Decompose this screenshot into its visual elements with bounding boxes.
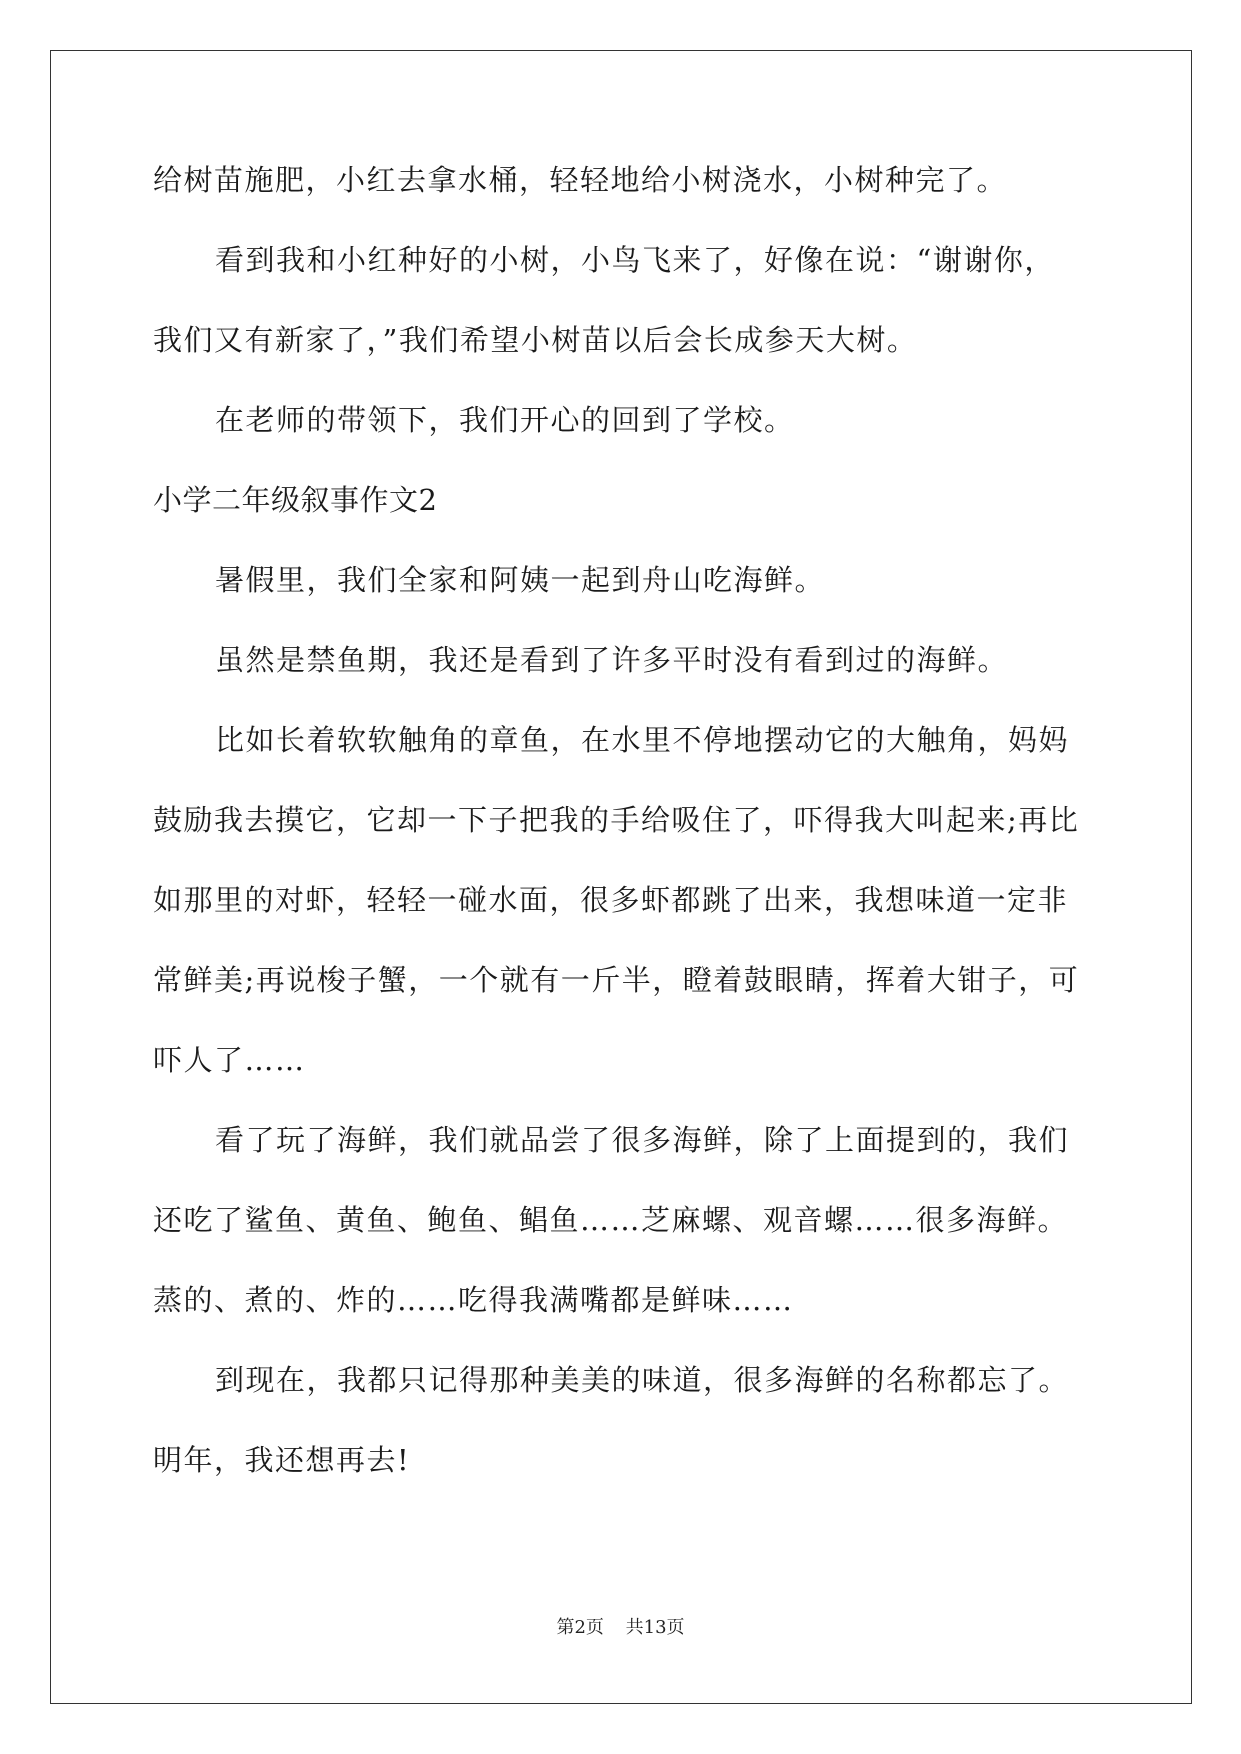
- page-number-total: 共13页: [625, 1617, 685, 1638]
- text-line: 吓人了……: [153, 1043, 306, 1077]
- page-number-current: 第2页: [556, 1617, 604, 1638]
- text-line: 鼓励我去摸它，它却一下子把我的手给吸住了，吓得我大叫起来;再比: [153, 803, 1080, 837]
- text-line: 在老师的带领下，我们开心的回到了学校。: [215, 403, 795, 437]
- text-line: 看到我和小红种好的小树，小鸟飞来了，好像在说：“谢谢你，: [215, 243, 1055, 277]
- text-line: 如那里的对虾，轻轻一碰水面，很多虾都跳了出来，我想味道一定非: [153, 883, 1069, 917]
- text-line: 明年，我还想再去!: [153, 1443, 411, 1477]
- text-line: 暑假里，我们全家和阿姨一起到舟山吃海鲜。: [215, 563, 826, 597]
- text-line: 还吃了鲨鱼、黄鱼、鲍鱼、鲳鱼……芝麻螺、观音螺……很多海鲜。: [153, 1203, 1069, 1237]
- section-heading: 小学二年级叙事作文2: [153, 483, 438, 517]
- text-line: 比如长着软软触角的章鱼，在水里不停地摆动它的大触角，妈妈: [215, 723, 1070, 757]
- text-line: 虽然是禁鱼期，我还是看到了许多平时没有看到过的海鲜。: [215, 643, 1009, 677]
- text-line: 蒸的、煮的、炸的……吃得我满嘴都是鲜味……: [153, 1283, 794, 1317]
- text-line: 看了玩了海鲜，我们就品尝了很多海鲜，除了上面提到的，我们: [215, 1123, 1070, 1157]
- page-footer: [0, 1613, 1241, 1639]
- text-line: 常鲜美;再说梭子蟹，一个就有一斤半，瞪着鼓眼睛，挥着大钳子，可: [153, 963, 1080, 997]
- document-body: [153, 140, 1098, 1500]
- text-line: 给树苗施肥，小红去拿水桶，轻轻地给小树浇水，小树种完了。: [153, 163, 1008, 197]
- text-line: 我们又有新家了，”我们希望小树苗以后会长成参天大树。: [153, 323, 918, 357]
- text-line: 到现在，我都只记得那种美美的味道，很多海鲜的名称都忘了。: [215, 1363, 1070, 1397]
